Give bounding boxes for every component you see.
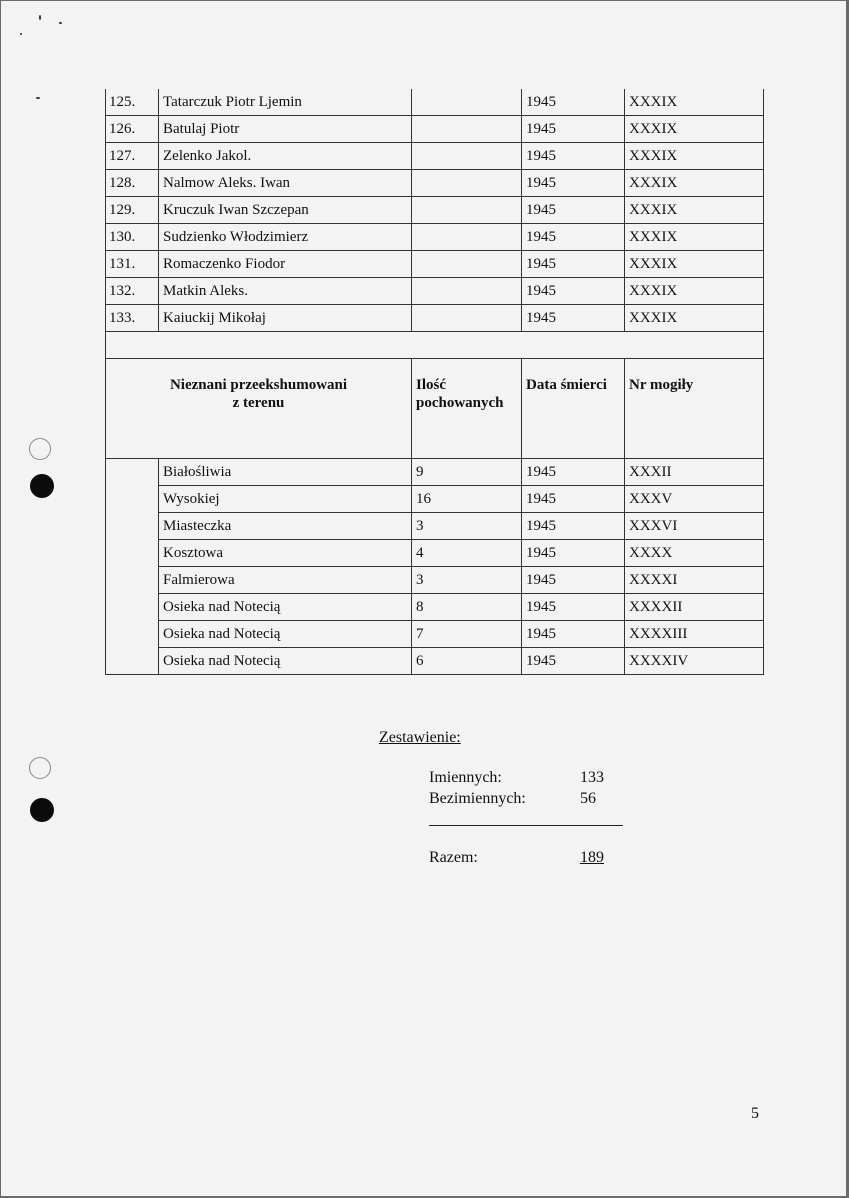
death-year: 1945	[522, 170, 625, 197]
person-name: Batulaj Piotr	[159, 116, 412, 143]
unnamed-value: 56	[580, 790, 596, 807]
death-year: 1945	[522, 540, 625, 567]
grave-number: XXXVI	[625, 513, 764, 540]
row-number: 132.	[106, 278, 159, 305]
header-count-text: Ilość pochowanych	[416, 377, 504, 411]
place-name: Osieka nad Notecią	[159, 648, 412, 675]
burial-count: 16	[412, 486, 522, 513]
table-row	[106, 197, 764, 224]
empty-cell	[412, 143, 522, 170]
page-number: 5	[751, 1105, 759, 1122]
death-year: 1945	[522, 197, 625, 224]
burial-count: 9	[412, 459, 522, 486]
person-name: Matkin Aleks.	[159, 278, 412, 305]
named-label: Imiennych:	[429, 769, 502, 786]
header-place-text: Nieznani przeekshumowani z terenu	[169, 377, 348, 411]
death-year: 1945	[522, 459, 625, 486]
table-row	[106, 621, 764, 648]
burial-count: 8	[412, 594, 522, 621]
place-name: Falmierowa	[159, 567, 412, 594]
blank-row	[106, 332, 764, 359]
empty-cell	[412, 251, 522, 278]
table-row	[106, 143, 764, 170]
table-row	[106, 278, 764, 305]
empty-cell	[412, 170, 522, 197]
table-row	[106, 540, 764, 567]
burial-count: 7	[412, 621, 522, 648]
place-name: Osieka nad Notecią	[159, 594, 412, 621]
place-name: Wysokiej	[159, 486, 412, 513]
empty-cell	[412, 305, 522, 332]
header-place	[106, 359, 412, 459]
scan-speck	[20, 33, 22, 35]
person-name: Sudzienko Włodzimierz	[159, 224, 412, 251]
death-year: 1945	[522, 116, 625, 143]
empty-cell	[412, 197, 522, 224]
death-year: 1945	[522, 567, 625, 594]
grave-number: XXXXIII	[625, 621, 764, 648]
header-date	[522, 359, 625, 459]
header-grave-text: Nr mogiły	[629, 377, 694, 393]
summary-title: Zestawienie:	[379, 729, 461, 746]
table-row	[106, 251, 764, 278]
person-name: Tatarczuk Piotr Ljemin	[159, 89, 412, 116]
punch-hole-icon	[30, 474, 54, 498]
death-year: 1945	[522, 648, 625, 675]
table-row	[106, 170, 764, 197]
row-number: 125.	[106, 89, 159, 116]
death-year: 1945	[522, 89, 625, 116]
grave-number: XXXIX	[625, 305, 764, 332]
place-name: Miasteczka	[159, 513, 412, 540]
death-year: 1945	[522, 594, 625, 621]
grave-number: XXXIX	[625, 170, 764, 197]
empty-cell	[106, 332, 764, 359]
scan-speck	[36, 97, 40, 99]
burial-count: 3	[412, 513, 522, 540]
death-year: 1945	[522, 251, 625, 278]
table-row	[106, 594, 764, 621]
document-page	[1, 1, 846, 1196]
death-year: 1945	[522, 621, 625, 648]
unnamed-label: Bezimiennych:	[429, 790, 526, 807]
header-count	[412, 359, 522, 459]
table-row	[106, 224, 764, 251]
death-year: 1945	[522, 513, 625, 540]
place-name: Kosztowa	[159, 540, 412, 567]
grave-number: XXXXI	[625, 567, 764, 594]
summary-divider	[429, 825, 623, 826]
burial-count: 4	[412, 540, 522, 567]
person-name: Kaiuckij Mikołaj	[159, 305, 412, 332]
row-number: 129.	[106, 197, 159, 224]
death-year: 1945	[522, 224, 625, 251]
grave-number: XXXIX	[625, 143, 764, 170]
header-date-text: Data śmierci	[526, 377, 607, 393]
burial-register-table	[105, 89, 764, 675]
grave-number: XXXX	[625, 540, 764, 567]
table-row	[106, 459, 764, 486]
punch-hole-icon	[29, 757, 51, 779]
empty-cell	[412, 224, 522, 251]
punch-hole-icon	[30, 798, 54, 822]
table-row	[106, 116, 764, 143]
row-number: 126.	[106, 116, 159, 143]
place-name: Białośliwia	[159, 459, 412, 486]
grave-number: XXXIX	[625, 224, 764, 251]
person-name: Nalmow Aleks. Iwan	[159, 170, 412, 197]
table-row	[106, 305, 764, 332]
table-row	[106, 567, 764, 594]
grave-number: XXXIX	[625, 278, 764, 305]
burial-count: 3	[412, 567, 522, 594]
empty-cell	[412, 278, 522, 305]
empty-cell	[106, 459, 159, 675]
person-name: Romaczenko Fiodor	[159, 251, 412, 278]
place-name: Osieka nad Notecią	[159, 621, 412, 648]
punch-hole-icon	[29, 438, 51, 460]
row-number: 130.	[106, 224, 159, 251]
grave-number: XXXIX	[625, 197, 764, 224]
person-name: Zelenko Jakol.	[159, 143, 412, 170]
grave-number: XXXXII	[625, 594, 764, 621]
scan-speck	[39, 15, 41, 20]
table-row	[106, 89, 764, 116]
total-value: 189	[580, 849, 604, 866]
burial-count: 6	[412, 648, 522, 675]
scan-speck	[59, 22, 62, 24]
grave-number: XXXV	[625, 486, 764, 513]
table-row	[106, 513, 764, 540]
death-year: 1945	[522, 143, 625, 170]
grave-number: XXXIX	[625, 116, 764, 143]
table-row	[106, 486, 764, 513]
total-label: Razem:	[429, 849, 478, 866]
grave-number: XXXII	[625, 459, 764, 486]
row-number: 127.	[106, 143, 159, 170]
grave-number: XXXXIV	[625, 648, 764, 675]
death-year: 1945	[522, 486, 625, 513]
table-row	[106, 648, 764, 675]
empty-cell	[412, 89, 522, 116]
header-grave	[625, 359, 764, 459]
death-year: 1945	[522, 278, 625, 305]
death-year: 1945	[522, 305, 625, 332]
grave-number: XXXIX	[625, 89, 764, 116]
grave-number: XXXIX	[625, 251, 764, 278]
row-number: 131.	[106, 251, 159, 278]
row-number: 133.	[106, 305, 159, 332]
empty-cell	[412, 116, 522, 143]
section-header-row	[106, 359, 764, 459]
person-name: Kruczuk Iwan Szczepan	[159, 197, 412, 224]
named-value: 133	[580, 769, 604, 786]
row-number: 128.	[106, 170, 159, 197]
